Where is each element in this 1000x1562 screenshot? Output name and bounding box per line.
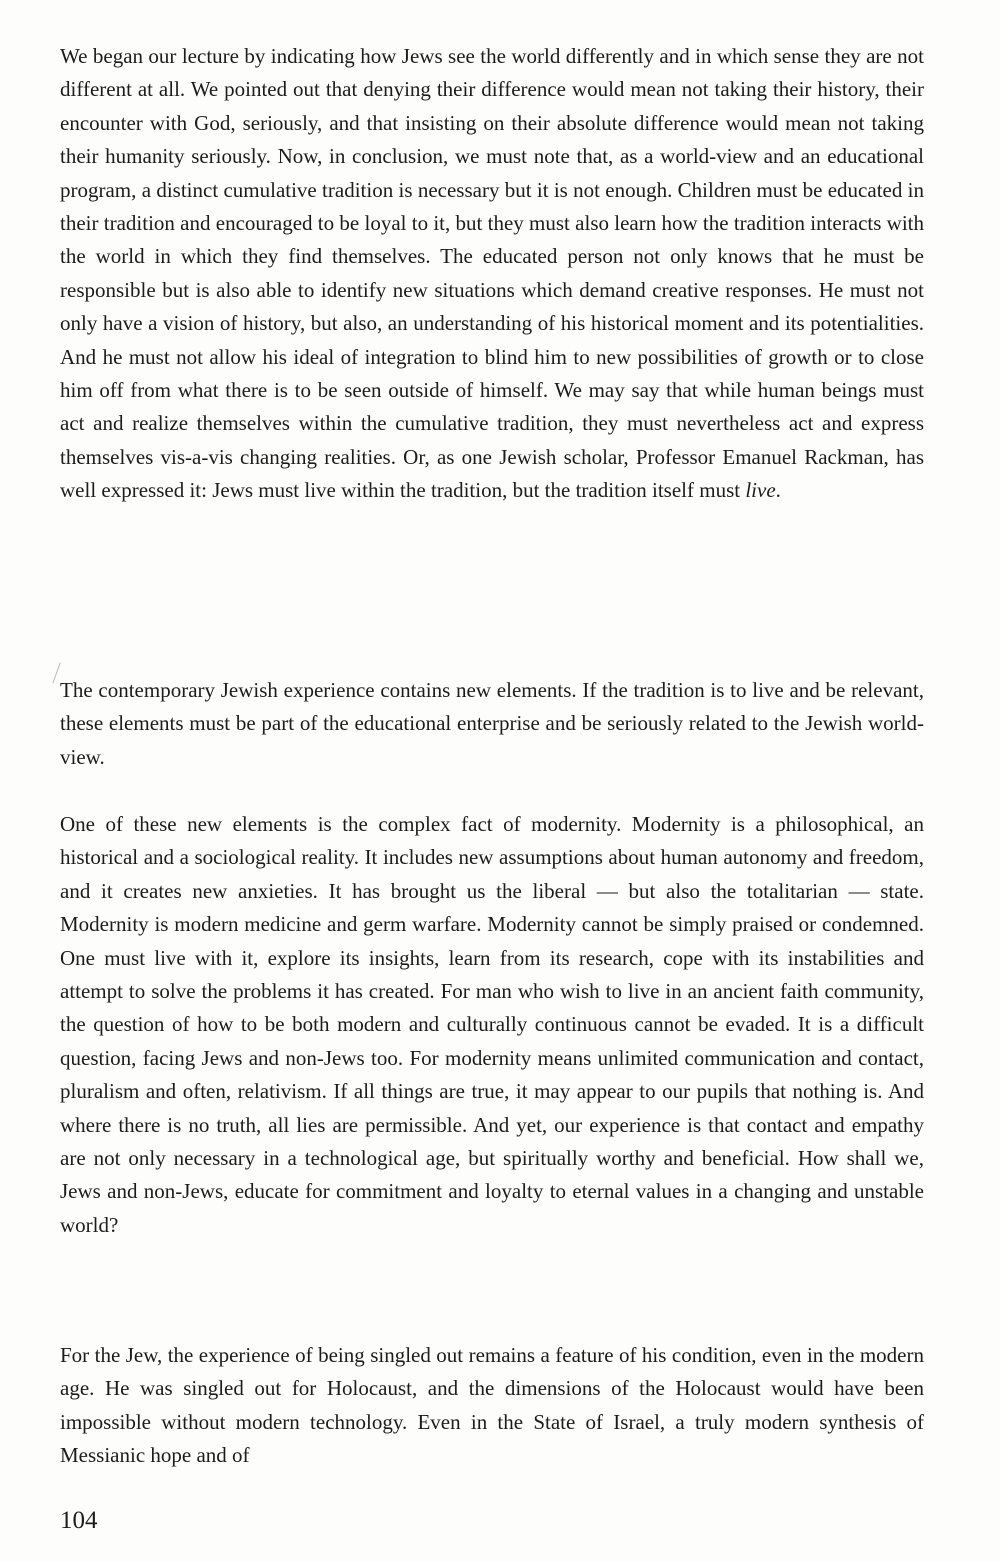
paragraph-conclusion [60,40,924,508]
paragraph-1-emphasis: live [745,478,776,503]
paragraph-1-text: We began our lecture by indicating how Jews see the world differently and in which sense they are not different at all. We pointed out that denying their difference would mean not taking their history, their encounter with God, seriously, and that insisting on their absolute difference would mean not taking their humanity seriously. Now, in conclusion, we must note that, as a world-view and an educational program, a distinct cumulative tradition is necessary but it is not enough. Children must be educated in their tradition and encouraged to be loyal to it, but they must also learn how the tradition interacts with the world in which they find themselves. The educated person not only knows that he must be responsible but is also able to identify new situations which demand creative responses. He must not only have a vision of history, but also, an understanding of his historical moment and its potentialities. And he must not allow his ideal of integration to blind him to new possibilities of growth or to close him off from what there is to be seen outside of himself. We may say that while human beings must act and realize themselves within the cumulative tradition, they must nevertheless act and express themselves vis-a-vis changing realities. Or, as one Jewish scholar, Professor Emanuel Rackman, has well expressed it: Jews must live within the tradition, but the tradition itself must [60,44,924,503]
paragraph-modernity: One of these new elements is the complex fact of modernity. Modernity is a philosophical, an historical and a sociological reality. It includes new assumptions about human autonomy and freedom, and it creates new anxieties. It has brought us the liberal — but also the totalitarian — state. Modernity is modern medicine and germ warfare. Modernity cannot be simply praised or condemned. One must live with it, explore its insights, learn from its research, cope with its instabilities and attempt to solve the problems it has created. For man who wish to live in an ancient faith community, the question of how to be both modern and culturally continuous cannot be evaded. It is a difficult question, facing Jews and non-Jews too. For modernity means unlimited communication and contact, pluralism and often, relativism. If all things are true, it may appear to our pupils that nothing is. And where there is no truth, all lies are permissible. And yet, our experience is that contact and empathy are not only necessary in a technological age, but spiritually worthy and beneficial. How shall we, Jews and non-Jews, educate for commitment and loyalty to eternal values in a changing and unstable world? [60,812,924,1237]
page-number: 104 [60,1507,98,1534]
paragraph-singled-out: For the Jew, the experience of being singled out remains a feature of his condition, even in the modern age. He was singled out for Holocaust, and the dimensions of the Holocaust would have been impossible without modern technology. Even in the State of Israel, a truly modern synthesis of Messianic hope and of [60,1343,924,1468]
paragraph-new-elements: The contemporary Jewish experience contains new elements. If the tradition is to live and be relevant, these elements must be part of the educational enterprise and be seriously related to the Jewish world-view. [60,678,924,769]
paragraph-1-end: . [775,478,781,503]
